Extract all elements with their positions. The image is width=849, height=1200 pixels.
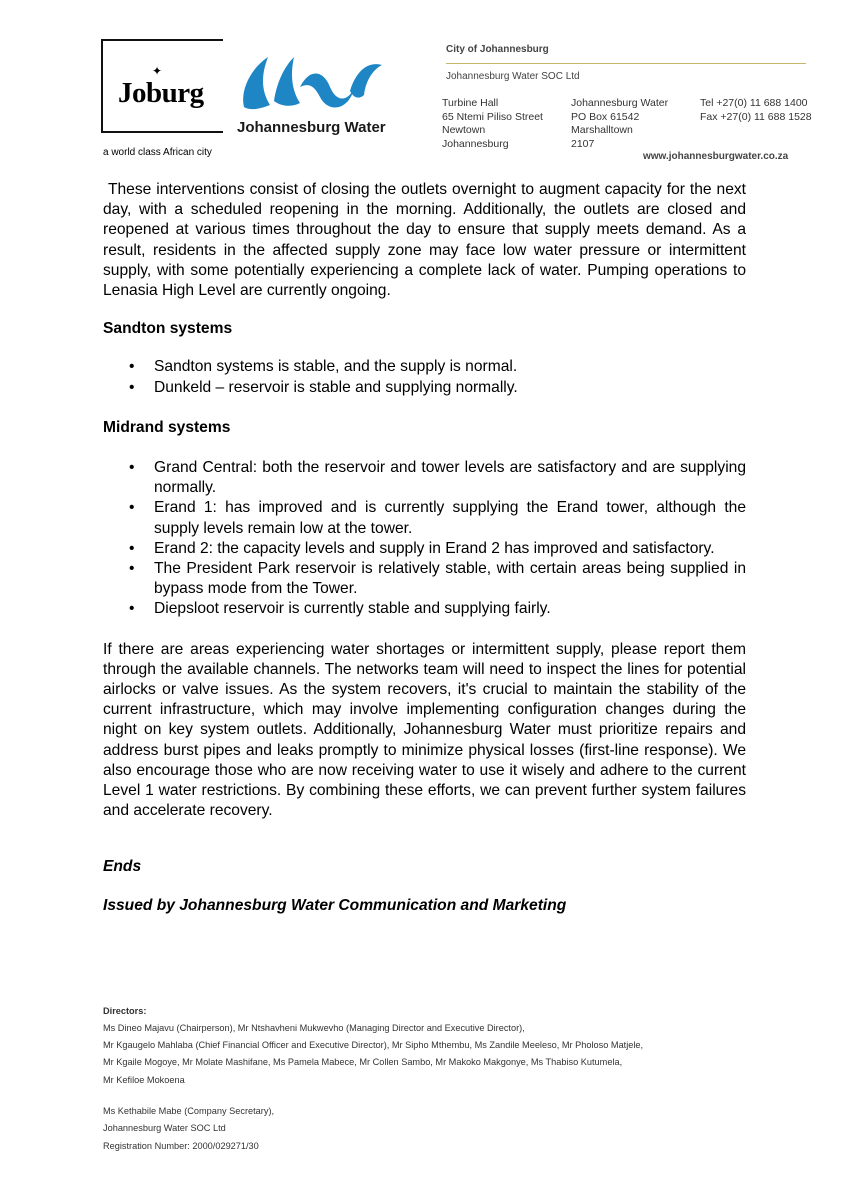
list-item: • Sandton systems is stable, and the supply is normal. xyxy=(103,357,746,377)
directors-line: Mr Kgaugelo Mahlaba (Chief Financial Officer and Executive Director), Mr Sipho Mthembu, Ms Zandile Meeleso, Mr Pholoso Matjele, xyxy=(103,1040,644,1051)
registration-number: Registration Number: 2000/029271/30 xyxy=(103,1140,259,1151)
issued-by: Issued by Johannesburg Water Communication and Marketing xyxy=(103,896,567,914)
star-icon: ✦ xyxy=(152,64,163,78)
directors-line: Mr Kefiloe Mokoena xyxy=(103,1074,185,1085)
johannesburg-water-logo-text: Johannesburg Water xyxy=(237,119,386,136)
address-line: 65 Ntemi Piliso Street xyxy=(442,110,543,123)
list-item: • Diepsloot reservoir is currently stable and supplying fairly. xyxy=(103,599,746,619)
footer-company-name: Johannesburg Water SOC Ltd xyxy=(103,1123,226,1134)
company-secretary: Ms Kethabile Mabe (Company Secretary), xyxy=(103,1106,275,1116)
directors-footer xyxy=(103,1005,743,1089)
joburg-logo-text: Joburg xyxy=(118,77,204,109)
org-name: City of Johannesburg xyxy=(446,44,549,55)
directors-line: Mr Kgaile Mogoye, Mr Molate Mashifane, Ms Pamela Mabece, Mr Collen Sambo, Mr Makoko Makgonye, Ms Thabiso Kutumela, xyxy=(103,1057,623,1068)
postal-address xyxy=(571,97,668,151)
johannesburg-water-logo-icon xyxy=(238,47,398,117)
address-line: Johannesburg Water xyxy=(571,97,669,109)
list-item: • The President Park reservoir is relatively stable, with certain areas being supplied in bypass mode from the Tower. xyxy=(103,559,746,599)
header-logos xyxy=(101,39,406,164)
website-link[interactable]: www.johannesburgwater.co.za xyxy=(643,151,789,162)
closing-paragraph: If there are areas experiencing water shortages or intermittent supply, please report them through the available channels. The networks team will need to inspect the lines for potential airlocks or valve issues. As the system recovers, it's crucial to maintain the stability of the current infrastructure, which may involve implementing configuration changes during the night on key system outlets. Additionally, Johannesburg Water must prioritize repairs and address burst pipes and leaks promptly to minimize physical losses (first-line response). We also encourage those who are now receiving water to use it wisely and adhere to the current Level 1 water restrictions. By combining these efforts, we can prevent further system failures and accelerate recovery. xyxy=(103,640,746,820)
directors-line: Ms Dineo Majavu (Chairperson), Mr Ntshavheni Mukwevho (Managing Director and Executive Director), xyxy=(103,1023,525,1033)
joburg-logo xyxy=(101,39,223,133)
list-item: • Erand 1: has improved and is currently supplying the Erand tower, although the supply levels remain low at the tower. xyxy=(103,498,746,538)
intro-paragraph: These interventions consist of closing the outlets overnight to augment capacity for the next day, with a scheduled reopening in the morning. Additionally, the outlets are closed and reopened at various times throughout the day to ensure that supply meets demand. As a result, residents in the affected supply zone may face low water pressure or intermittent supply, with some potentially experiencing a complete lack of water. Pumping operations to Lenasia High Level are currently ongoing. xyxy=(103,181,751,300)
directors-heading: Directors: xyxy=(103,1006,147,1016)
contact-numbers xyxy=(700,97,812,124)
address-line: Turbine Hall xyxy=(442,97,499,109)
joburg-tagline: a world class African city xyxy=(103,147,212,158)
midrand-list xyxy=(103,458,746,620)
document-body xyxy=(103,180,751,916)
address-line: PO Box 61542 xyxy=(571,110,640,123)
address-line: Marshalltown xyxy=(571,124,633,136)
address-line: Johannesburg xyxy=(442,137,509,150)
section-heading-sandton: Sandton systems xyxy=(103,320,233,338)
sandton-list xyxy=(103,357,746,397)
telephone: Tel +27(0) 11 688 1400 xyxy=(700,97,808,109)
address-line: 2107 xyxy=(571,137,595,150)
company-name: Johannesburg Water SOC Ltd xyxy=(446,71,580,82)
list-item: • Dunkeld – reservoir is stable and supplying normally. xyxy=(103,378,746,398)
ends-label: Ends xyxy=(103,858,142,876)
header-divider xyxy=(446,63,806,64)
section-heading-midrand: Midrand systems xyxy=(103,418,231,436)
fax: Fax +27(0) 11 688 1528 xyxy=(700,110,812,123)
list-item: • Grand Central: both the reservoir and tower levels are satisfactory and are supplying normally. xyxy=(103,458,746,498)
company-footer xyxy=(103,1103,274,1155)
physical-address xyxy=(442,97,543,151)
address-line: Newtown xyxy=(442,124,486,136)
list-item: • Erand 2: the capacity levels and supply in Erand 2 has improved and satisfactory. xyxy=(103,539,746,559)
